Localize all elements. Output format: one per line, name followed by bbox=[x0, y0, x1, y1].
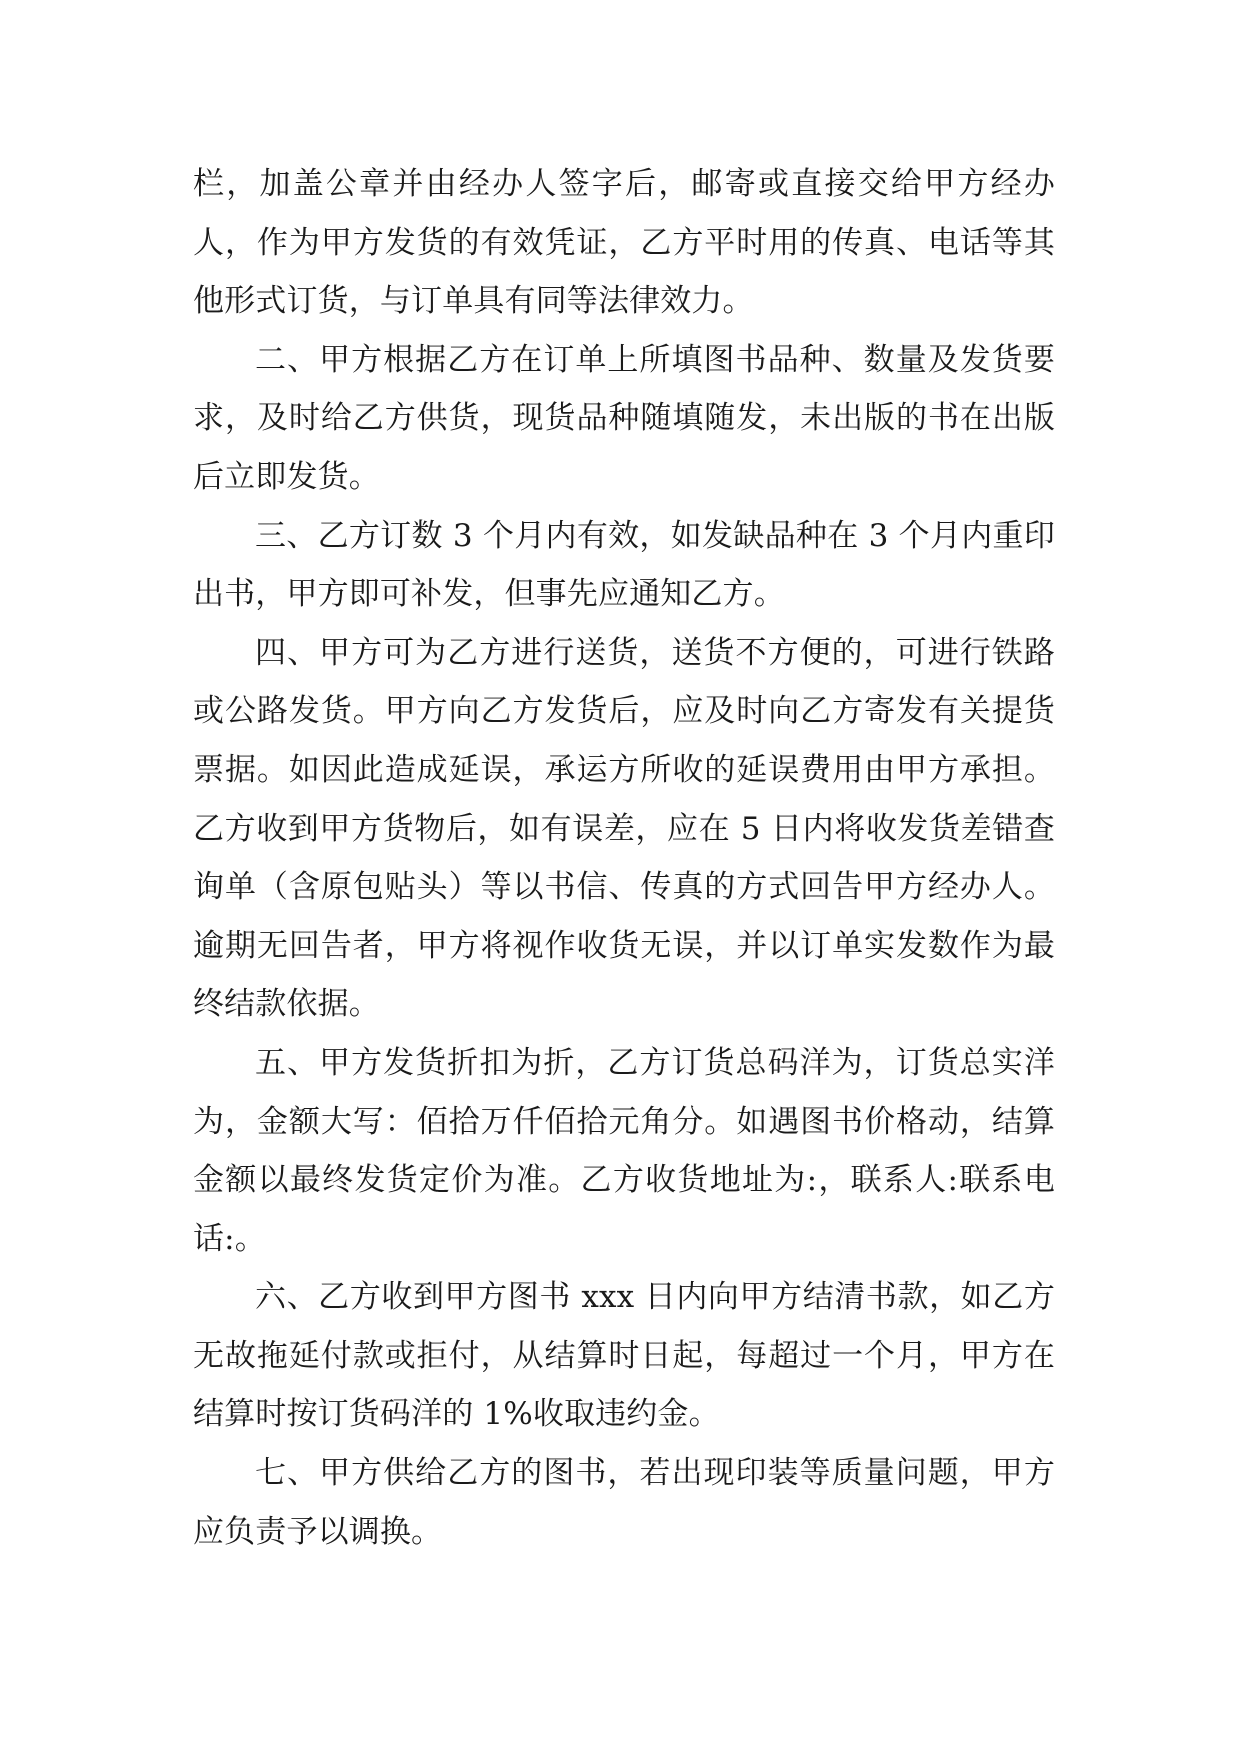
clause-4: 四、甲方可为乙方进行送货，送货不方便的，可进行铁路或公路发货。甲方向乙方发货后，应及时向乙方寄发有关提货票据。如因此造成延误，承运方所收的延误费用由甲方承担。乙方收到甲方货物后，如有误差，应在 5 日内将收发货差错查询单（含原包贴头）等以书信、传真的方式回告甲方经办人。逾期无回告者，甲方将视作收货无误，并以订单实发数作为最终结款依据。 bbox=[193, 634, 1055, 1023]
clause-5: 五、甲方发货折扣为折，乙方订货总码洋为，订货总实洋为，金额大写：佰拾万仟佰拾元角分。如遇图书价格动，结算金额以最终发货定价为准。乙方收货地址为:，联系人:联系电话:。 bbox=[193, 1044, 1055, 1257]
paragraph-continuation: 栏，加盖公章并由经办人签字后，邮寄或直接交给甲方经办人，作为甲方发货的有效凭证，乙方平时用的传真、电话等其他形式订货，与订单具有同等法律效力。 bbox=[193, 166, 1055, 320]
clause-3: 三、乙方订数 3 个月内有效，如发缺品种在 3 个月内重印出书，甲方即可补发，但事先应通知乙方。 bbox=[193, 517, 1055, 613]
clause-7: 七、甲方供给乙方的图书，若出现印装等质量问题，甲方应负责予以调换。 bbox=[193, 1455, 1055, 1550]
document-body bbox=[193, 155, 1055, 1561]
clause-2: 二、甲方根据乙方在订单上所填图书品种、数量及发货要求，及时给乙方供货，现货品种随填随发，未出版的书在出版后立即发货。 bbox=[193, 341, 1055, 495]
clause-6: 六、乙方收到甲方图书 xxx 日内向甲方结清书款，如乙方无故拖延付款或拒付，从结算时日起，每超过一个月，甲方在结算时按订货码洋的 1%收取违约金。 bbox=[193, 1279, 1055, 1433]
